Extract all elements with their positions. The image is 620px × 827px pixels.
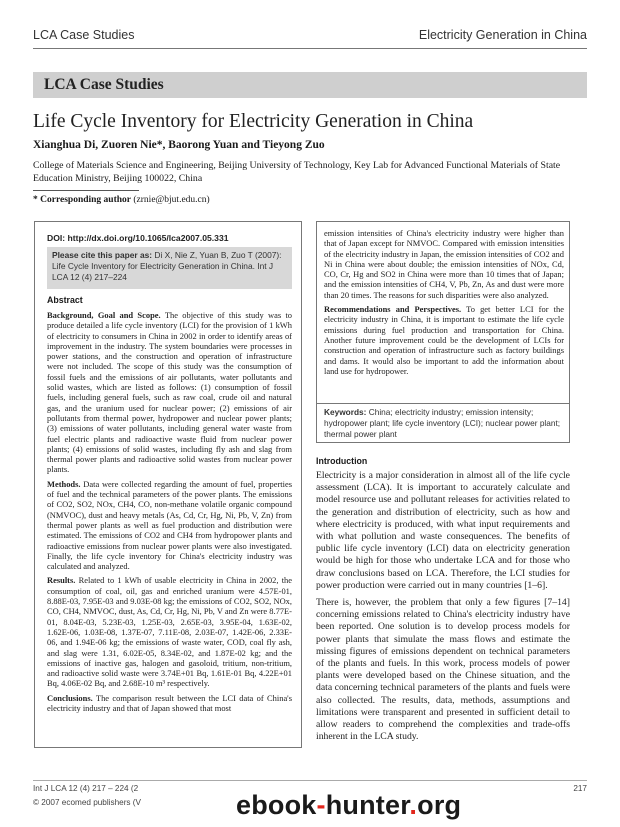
abstract-continuation xyxy=(324,228,564,380)
methods-text: Data were collected regarding the amount of fuel, properties of fuel and the technical parameters of the power plants. The emissions of CO2, SO2, NOx, CH4, CO, non-methane volatile organic compound (NMVOC), dust and heavy metals (As, Cd, Cr, Hg, Ni, Pb, V, Zn) from thermal power plants as well as fuel production and distribution were estimated. The emissions of CO2 and CH4 from hydropower plants and radioactive emissions from nuclear power plants were also investigated. Finally, the life cycle inventory for China's electricity industry was calculated and analyzed. xyxy=(47,478,293,572)
results-text: Related to 1 kWh of usable electricity in China in 2002, the consumption of coal, oil, gas and enriched uranium were 4.57E-01, 8.88E-03, 7.95E-03 and 9.03E-08 kg; the emissions of CO2, SO2, NOx, CO, CH4, NMVOC, dust, As, Cd, Cr, Hg, Ni, Pb, V and Zn were 8.77E-01, 8.04E-03, 5.23E-03, 1.25E-03, 2.65E-03, 3.95E-04, 1.63E-02, 1.62E-06, 1.03E-08, 1.37E-07, 7.11E-08, 2.03E-07, 1.42E-06, 2.33E-06, and 1.94E-06 kg; the emissions of waste water, COD, coal fly ash, and slag were 1.31, 6.02E-05, 8.34E-02, and 1.87E-02 kg; and the emissions of inactive gas, halogen and gasoloid, tritium, non-tritium, and radioactive solid waste were 3.74E+01 Bq, 1.61E-01 Bq, 4.22E+01 Bq, 4.06E-02 Bq, and 2.68E-10 m³ respectively. xyxy=(47,575,292,689)
paper-title: Life Cycle Inventory for Electricity Generation in China xyxy=(33,111,474,132)
intro-paragraph-2: There is, however, the problem that only a few figures [7–14] concerning emissions related to China's electricity industry have been reported. One solution is to develop process models for power plants that simulate the mass flows and estimate the missing figures of emissions dependent on technical parameters of the plants and fuels. In this work, process models of power plants were developed based on the Chinese situation, and the data concerning technical parameters of the plants and fuels were also collected. The results, data, methods, assumptions and limitations were transparent and presented in sufficient detail to allow readers to comprehend the complexities and trade-offs inherent in the LCA study. xyxy=(316,597,570,743)
affiliation: College of Materials Science and Engineering, Beijing University of Technology, Key Lab for Advanced Functional Materials of State Education Ministry, Beijing 100022, China xyxy=(33,160,561,184)
abstract-heading: Abstract xyxy=(47,295,83,305)
abstract-conclusions xyxy=(47,693,292,714)
cite-text: Di X, Nie Z, Yuan B, Zuo T (2007): Life Cycle Inventory for Electricity Generation in China. Int J LCA 12 (4) 217–224 xyxy=(52,250,282,282)
running-header-right: Electricity Generation in China xyxy=(418,28,587,42)
section-band xyxy=(33,72,587,98)
abstract-methods xyxy=(47,479,292,572)
doi-link[interactable]: DOI: http://dx.doi.org/10.1065/lca2007.05.331 xyxy=(47,233,229,243)
header-divider xyxy=(33,48,587,49)
authors: Xianghua Di, Zuoren Nie*, Baorong Yuan and Tieyong Zuo xyxy=(33,139,325,151)
results-label: Results. xyxy=(47,575,76,586)
section-band-label: LCA Case Studies xyxy=(44,76,164,93)
abstract-box xyxy=(34,221,302,748)
watermark-part2: hunter xyxy=(325,790,410,820)
recommendations xyxy=(324,304,564,376)
keywords-divider xyxy=(317,403,569,404)
watermark-logo xyxy=(236,790,556,827)
recommendations-label: Recommendations and Perspectives. xyxy=(324,304,462,315)
recommendations-text: To get better LCI for the electricity industry in China, it is important to estimate the life cycle emissions during fuel production and transportation for China. Another future improvement could be the development of LCIs for construction and operation of infrastructure such as factory buildings and dams. It would also be important to add the information about land use for hydropower. xyxy=(324,304,564,376)
methods-label: Methods. xyxy=(47,478,81,489)
continuation-text: emission intensities of China's electricity industry were higher than that of Japan except for NMVOC. Compared with emission intensities of the electricity industry in Japan, the emission intensities of CO2 and Ni in China were about double; the emission intensities of NOx, Cd, CO, Cr, Hg and SO2 in China were more than 10 times that of Japan; and the emission intensities of CH4, V, Pb, Zn, As and dust were more than 20 times. The reasons for such disparities were also analyzed. xyxy=(324,228,564,300)
watermark-dash1: - xyxy=(316,790,326,820)
page-number: 217 xyxy=(573,784,587,793)
corresponding-author xyxy=(33,195,587,205)
watermark-dash2: . xyxy=(409,790,418,820)
intro-paragraph-1: Electricity is a major consideration in almost all of the life cycle assessment (LCA). It is important to accurately calculate and model resource use and pollutant releases for activities related to the generation and distribution of electricity, such as how and where electricity is produced, with what input requirements and with what pollution and waste consequences. The benefits of public life cycle inventory (LCI) data on electricity generation would be high for those who undertake LCA and for those who draw conclusions based on LCA. Therefore, the LCI studies for power production were carried out in many countries [1–6]. xyxy=(316,470,570,591)
corresponding-label: * Corresponding author xyxy=(33,195,132,205)
abstract-background xyxy=(47,310,292,475)
background-label: Background, Goal and Scope. xyxy=(47,310,161,320)
conclusions-text: The comparison result between the LCI data of China's electricity industry and that of Japan showed that most xyxy=(47,692,292,713)
background-text: The objective of this study was to produce detailed a life cycle inventory (LCI) for the provision of 1 kWh of electricity to consumers in China in 2002 in order to identify areas of improvement in the industry. The system boundaries were processes in power stations, and the construction and operation of infrastructure were not included. The scope of this study was the consumption of fossil fuels and the emissions of air pollutants, water pollutants and solid wastes, which are listed as follows: (1) consumption of fossil fuels, including general fuels, such as raw coal, crude oil and natural gas, and the uranium used for nuclear power; (2) emissions of air pollutants from thermal power, hydropower and nuclear power plants; (3) emissions of water pollutants, including general water waste from fuel electric plants and radioactive waste fluid from nuclear power plants; (4) emissions of solid wastes, including fly ash and slag from thermal power plants and radioactive solid wastes from nuclear power plants. xyxy=(47,310,293,475)
watermark-part1: ebook xyxy=(236,790,317,820)
keywords-text: China; electricity industry; emission intensity; hydropower plant; life cycle inventory (LCI); nuclear power plant; thermal power plant xyxy=(324,407,561,439)
abstract-continuation-box xyxy=(316,221,570,443)
cite-label: Please cite this paper as: xyxy=(52,250,153,260)
running-header-left: LCA Case Studies xyxy=(33,28,135,42)
corresponding-email[interactable]: (zrnie@bjut.edu.cn) xyxy=(133,195,210,205)
footnote-divider xyxy=(33,190,139,191)
abstract-body xyxy=(47,310,292,717)
running-header xyxy=(33,28,587,48)
watermark-part3: org xyxy=(417,790,462,820)
footer-copyright: © 2007 ecomed publishers (V xyxy=(33,798,141,807)
keywords-label: Keywords: xyxy=(324,407,367,417)
introduction-body xyxy=(316,470,570,748)
conclusions-label: Conclusions. xyxy=(47,692,93,703)
introduction-heading: Introduction xyxy=(316,456,368,466)
keywords xyxy=(324,407,564,439)
footer-divider xyxy=(33,780,587,781)
cite-box xyxy=(47,247,292,289)
abstract-results xyxy=(47,575,292,688)
footer-journal: Int J LCA 12 (4) 217 – 224 (2 xyxy=(33,784,139,793)
